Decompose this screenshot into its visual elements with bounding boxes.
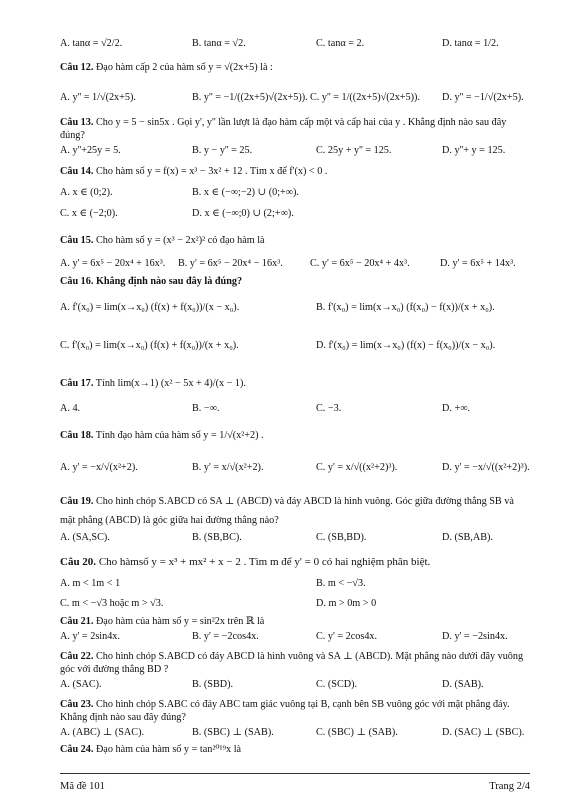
question-14 [60, 166, 530, 179]
option: A. (SAC). [60, 679, 102, 690]
question-stem: Cho hàm số y = f(x) = x³ − 3x² + 12 . Tìm x để f'(x) < 0 . [95, 166, 328, 177]
question-label: Câu 19. [60, 496, 94, 507]
option: C. 25y + y'' = 125. [316, 145, 392, 156]
option: D. +∞. [442, 403, 471, 414]
question-label: Câu 16. [60, 276, 94, 287]
option: B. f'(x₀) = lim(x→x₀) (f(x₀) − f(x))/(x + x₀). [316, 302, 495, 313]
option: D. (SB,AB). [442, 532, 493, 543]
question-stem: Tính lim(x→1) (x² − 5x + 4)/(x − 1). [95, 378, 246, 389]
question-label: Câu 12. [60, 62, 94, 73]
option: C. tanα = 2. [316, 38, 365, 49]
question-stem: Cho hình chóp S.ABCD có đáy ABCD là hình vuông và SA ⊥ (ABCD). Mặt phẳng nào dưới đây vuông góc với đường thẳng BD ? [60, 651, 524, 675]
question-label: Câu 24. [60, 744, 94, 755]
option-row [60, 187, 530, 201]
option: A. y' = 6x⁵ − 20x⁴ + 16x³. [60, 258, 166, 269]
option: B. x ∈ (−∞;−2) ∪ (0;+∞). [192, 187, 299, 198]
option-row [60, 598, 530, 612]
option-row [60, 403, 530, 417]
question-stem: Cho y = 5 − sin5x . Gọi y', y'' lần lượt là đạo hàm cấp một và cấp hai của y . Khẳng định nào sau đây đúng? [60, 117, 507, 141]
option: A. (ABC) ⊥ (SAC). [60, 727, 145, 738]
option: C. (SBC) ⊥ (SAB). [316, 727, 398, 738]
option: A. 4. [60, 403, 81, 414]
page-number: Trang 2/4 [489, 781, 530, 792]
option: C. y' = 6x⁵ − 20x⁴ + 4x³. [310, 258, 410, 269]
option: B. tanα = √2. [192, 38, 246, 49]
question-stem: Đạo hàm của hàm số y = sin²2x trên ℝ là [95, 616, 265, 627]
option: C. y' = 2cos4x. [316, 631, 378, 642]
option-row [60, 208, 530, 222]
option: B. y' = −2cos4x. [192, 631, 259, 642]
option-row [60, 145, 530, 159]
question-stem: Khẳng định nào sau đây là đúng? [95, 276, 243, 287]
option: B. y − y'' = 25. [192, 145, 253, 156]
question-label: Câu 15. [60, 235, 94, 246]
option: C. (SB,BD). [316, 532, 367, 543]
question-stem: Cho hàmsố y = x³ + mx² + x − 2 . Tìm m để y' = 0 có hai nghiệm phân biệt. [98, 556, 431, 568]
option: B. (SBD). [192, 679, 234, 690]
option: B. (SBC) ⊥ (SAB). [192, 727, 274, 738]
question-stem: Cho hình chóp S.ABCD có SA ⊥ (ABCD) và đáy ABCD là hình vuông. Góc giữa đường thẳng SB và mặt phẳng (ABCD) là góc giữa hai đường thẳng nào? [60, 496, 514, 527]
option: C. f'(x₀) = lim(x→x₀) (f(x) + f(x₀))/(x + x₀). [60, 340, 239, 351]
option: A. m < 1m < 1 [60, 578, 121, 589]
option: B. y' = 6x⁵ − 20x⁴ − 16x³. [178, 258, 283, 269]
question-19 [60, 492, 530, 531]
option: B. −∞. [192, 403, 220, 414]
option: A. y''+25y = 5. [60, 145, 121, 156]
option: D. y'' = −1/√(2x+5). [442, 92, 524, 103]
option: D. (SAB). [442, 679, 484, 690]
option: A. y' = 2sin4x. [60, 631, 120, 642]
option: B. y' = x/√(x²+2). [192, 462, 264, 473]
option: A. tanα = √2/2. [60, 38, 123, 49]
question-17 [60, 378, 530, 391]
option: D. y' = −2sin4x. [442, 631, 508, 642]
option: C. y'' = 1/((2x+5)√(2x+5)). [310, 92, 420, 103]
option: A. y' = −x/√(x²+2). [60, 462, 138, 473]
question-label: Câu 23. [60, 699, 94, 710]
option-row [60, 38, 530, 52]
option: D. (SAC) ⊥ (SBC). [442, 727, 525, 738]
question-label: Câu 20. [60, 556, 97, 568]
question-label: Câu 17. [60, 378, 94, 389]
option: B. y'' = −1/((2x+5)√(2x+5)). [192, 92, 308, 103]
question-21 [60, 616, 530, 629]
exam-code: Mã đề 101 [60, 781, 105, 792]
option: C. y' = x/√((x²+2)³). [316, 462, 398, 473]
question-16 [60, 276, 530, 289]
option: D. f'(x₀) = lim(x→x₀) (f(x) − f(x₀))/(x − x₀). [316, 340, 496, 351]
question-label: Câu 13. [60, 117, 94, 128]
option: A. f'(x₀) = lim(x→x₀) (f(x) + f(x₀))/(x − x₀). [60, 302, 240, 313]
option: A. y'' = 1/√(2x+5). [60, 92, 136, 103]
option: D. y''+ y = 125. [442, 145, 506, 156]
option-row [60, 578, 530, 592]
option-row [60, 302, 530, 316]
option: D. y' = 6x⁵ + 14x³. [440, 258, 516, 269]
question-label: Câu 21. [60, 616, 94, 627]
question-22 [60, 651, 530, 677]
option: D. y' = −x/√((x²+2)³). [442, 462, 530, 473]
option-row [60, 340, 530, 354]
option: B. (SB,BC). [192, 532, 242, 543]
option: D. x ∈ (−∞;0) ∪ (2;+∞). [192, 208, 294, 219]
option: C. x ∈ (−2;0). [60, 208, 118, 219]
question-18 [60, 430, 530, 443]
option-row [60, 92, 530, 106]
option: C. (SCD). [316, 679, 358, 690]
option: A. x ∈ (0;2). [60, 187, 113, 198]
footer-divider [60, 773, 530, 774]
option: C. −3. [316, 403, 342, 414]
question-stem: Cho hình chóp S.ABC có đáy ABC tam giác vuông tại B, cạnh bên SB vuông góc với mặt phẳng đáy. Khẳng định nào sau đây đúng? [60, 699, 510, 723]
question-label: Câu 14. [60, 166, 94, 177]
option: B. m < −√3. [316, 578, 366, 589]
question-stem: Đạo hàm của hàm số y = tan²⁰¹⁹x là [95, 744, 242, 755]
option-row [60, 727, 530, 741]
question-label: Câu 22. [60, 651, 94, 662]
page-footer [60, 780, 530, 793]
option: C. m < −√3 hoặc m > √3. [60, 598, 164, 609]
option-row [60, 631, 530, 645]
question-15 [60, 235, 530, 248]
option: A. (SA,SC). [60, 532, 110, 543]
option-row [60, 532, 530, 546]
option-row [60, 679, 530, 693]
question-24 [60, 744, 530, 757]
option: D. tanα = 1/2. [442, 38, 499, 49]
question-23 [60, 699, 530, 725]
question-12 [60, 62, 530, 75]
option-row [60, 258, 530, 272]
question-13 [60, 117, 530, 143]
option-row [60, 462, 530, 476]
question-stem: Cho hàm số y = (x³ − 2x²)² có đạo hàm là [95, 235, 265, 246]
question-stem: Tính đạo hàm của hàm số y = 1/√(x²+2) . [95, 430, 264, 441]
option: D. m > 0m > 0 [316, 598, 377, 609]
question-label: Câu 18. [60, 430, 94, 441]
question-20 [60, 556, 530, 570]
question-stem: Đạo hàm cấp 2 của hàm số y = √(2x+5) là : [95, 62, 273, 73]
